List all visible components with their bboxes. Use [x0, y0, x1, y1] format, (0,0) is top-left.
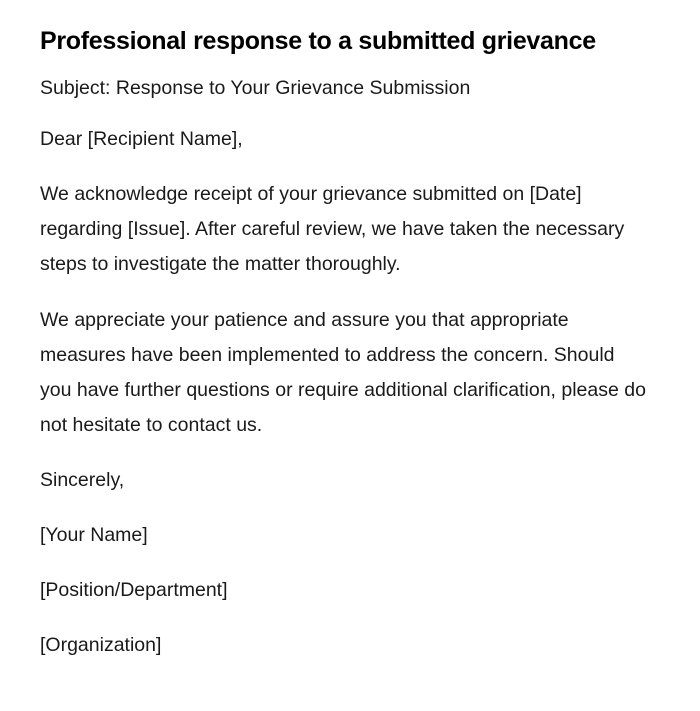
salutation: Dear [Recipient Name],: [40, 128, 243, 150]
body-paragraph-2: We appreciate your patience and assure you that appropriate measures have been implemented to address the concern. Should you have further questions or require additional clarification, please do not hesitate to contact us.: [40, 309, 646, 436]
body-paragraph-1: We acknowledge receipt of your grievance submitted on [Date] regarding [Issue]. After careful review, we have taken the necessary steps to investigate the matter thoroughly.: [40, 183, 625, 275]
subject-line: Subject: Response to Your Grievance Submission: [40, 77, 471, 99]
letter-document: [40, 24, 650, 663]
closing: Sincerely,: [40, 469, 125, 491]
signature-position: [Position/Department]: [40, 579, 228, 601]
signature-organization: [Organization]: [40, 634, 162, 656]
signature-name: [Your Name]: [40, 524, 148, 546]
document-title: Professional response to a submitted grievance: [40, 27, 596, 55]
